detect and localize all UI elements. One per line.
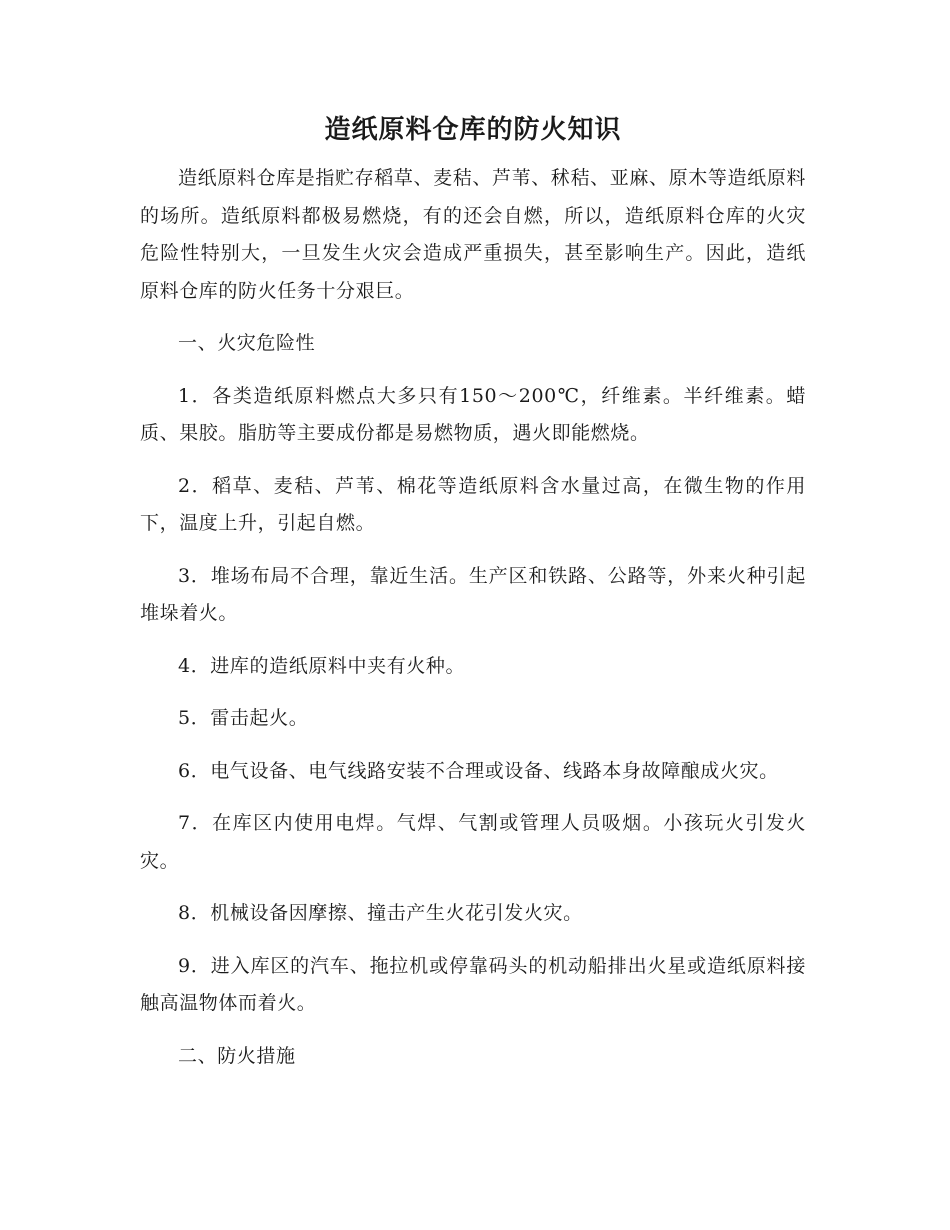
hazard-item-9: 9．进入库区的汽车、拖拉机或停靠码头的机动船排出火星或造纸原料接触高温物体而着火。 [140,954,806,1014]
intro-paragraph: 造纸原料仓库是指贮存稻草、麦秸、芦苇、秫秸、亚麻、原木等造纸原料的场所。造纸原料都极易燃烧，有的还会自燃，所以，造纸原料仓库的火灾危险性特别大，一旦发生火灾会造成严重损失，甚至影响生产。因此，造纸原料仓库的防火任务十分艰巨。 [140,167,806,302]
hazard-item-5: 5．雷击起火。 [178,707,309,729]
document-body [140,110,806,1090]
hazard-item-4: 4．进库的造纸原料中夹有火种。 [178,654,466,677]
hazard-item-3: 3．堆场布局不合理，靠近生活。生产区和铁路、公路等，外来火种引起堆垛着火。 [140,564,806,624]
section-heading-fire-prevention: 二、防火措施 [178,1044,296,1067]
hazard-item-2: 2．稻草、麦秸、芦苇、棉花等造纸原料含水量过高，在微生物的作用下，温度上升，引起自燃。 [140,474,806,534]
section-heading-fire-hazards: 一、火灾危险性 [178,332,316,354]
hazard-item-1: 1．各类造纸原料燃点大多只有150～200℃，纤维素。半纤维素。蜡质、果胶。脂肪等主要成份都是易燃物质，遇火即能燃烧。 [140,384,806,444]
document-title: 造纸原料仓库的防火知识 [324,115,622,145]
hazard-item-8: 8．机械设备因摩擦、撞击产生火花引发火灾。 [178,902,583,924]
hazard-item-6: 6．电气设备、电气线路安装不合理或设备、线路本身故障酿成火灾。 [178,759,779,782]
hazard-item-7: 7．在库区内使用电焊。气焊、气割或管理人员吸烟。小孩玩火引发火灾。 [140,812,806,872]
